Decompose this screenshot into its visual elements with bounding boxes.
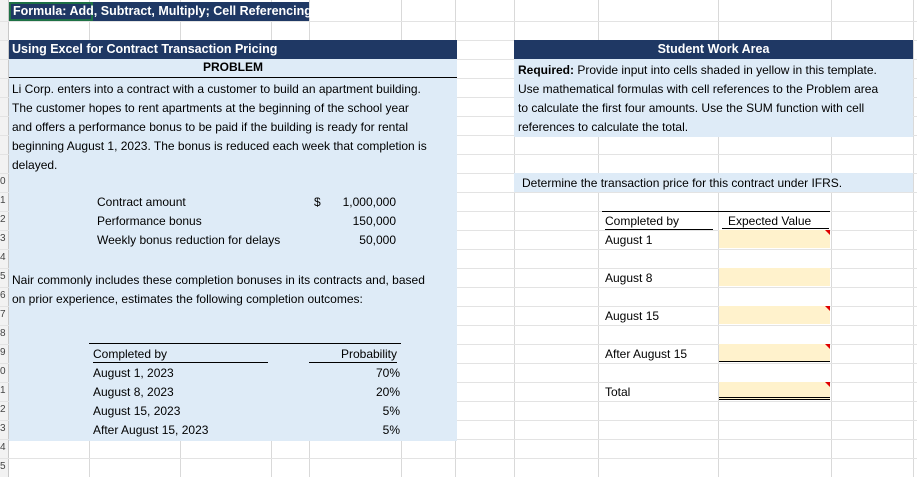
expected-value-input-aug8[interactable] bbox=[719, 268, 830, 286]
contract-amount-value: 1,000,000 bbox=[342, 195, 396, 209]
work-row-label: August 15 bbox=[605, 309, 660, 323]
comment-indicator-icon[interactable] bbox=[825, 344, 830, 349]
comment-indicator-icon[interactable] bbox=[825, 306, 830, 311]
required-text-line: to calculate the first four amounts. Use the SUM function with cell bbox=[518, 101, 865, 115]
outcome-probability: 5% bbox=[382, 423, 400, 437]
expected-value-input-aug1[interactable] bbox=[719, 230, 830, 248]
row-number: 7 bbox=[0, 310, 6, 320]
weekly-reduction-value: 50,000 bbox=[359, 233, 396, 247]
problem-text-line: Li Corp. enters into a contract with a customer to build an apartment building. bbox=[12, 82, 421, 96]
outcomes-table-top-rule bbox=[89, 343, 401, 344]
outcome-probability: 20% bbox=[375, 385, 400, 399]
row-number: 5 bbox=[0, 462, 6, 472]
outcome-date: After August 15, 2023 bbox=[93, 423, 209, 437]
row-number: 2 bbox=[0, 405, 6, 415]
weekly-reduction-label: Weekly bonus reduction for delays bbox=[97, 233, 281, 247]
row-number: 3 bbox=[0, 234, 6, 244]
work-row-label: August 8 bbox=[605, 271, 653, 285]
nair-text-line: on prior experience, estimates the following completion outcomes: bbox=[12, 292, 363, 306]
required-text bbox=[518, 61, 878, 137]
row-number: 5 bbox=[0, 272, 6, 282]
performance-bonus-value: 150,000 bbox=[352, 214, 396, 228]
row-number: 6 bbox=[0, 291, 6, 301]
row-number: 0 bbox=[0, 367, 6, 377]
outcomes-col1-header: Completed by bbox=[93, 347, 268, 363]
nair-text bbox=[12, 271, 425, 309]
total-label: Total bbox=[605, 385, 631, 399]
outcomes-col2-header: Probability bbox=[309, 347, 397, 363]
problem-label: PROBLEM bbox=[9, 60, 457, 78]
row-number: 4 bbox=[0, 253, 6, 263]
row-number: 3 bbox=[0, 424, 6, 434]
required-text-line: Provide input into cells shaded in yellow in this template. bbox=[574, 63, 877, 77]
row-number: 1 bbox=[0, 386, 6, 396]
row-number: 2 bbox=[0, 215, 6, 225]
expected-value-input-aug15[interactable] bbox=[719, 306, 830, 324]
problem-text bbox=[12, 80, 427, 175]
outcome-date: August 1, 2023 bbox=[93, 366, 174, 380]
currency-symbol: $ bbox=[314, 195, 321, 209]
work-row-label: After August 15 bbox=[605, 347, 688, 361]
required-text-line: Use mathematical formulas with cell references to the Problem area bbox=[518, 82, 879, 96]
work-col1-header: Completed by bbox=[605, 214, 713, 230]
left-header: Using Excel for Contract Transaction Pricing bbox=[12, 42, 278, 56]
right-header: Student Work Area bbox=[657, 42, 770, 56]
comment-indicator-icon[interactable] bbox=[825, 382, 830, 387]
sheet-title: Formula: Add, Subtract, Multiply; Cell Referencing bbox=[13, 4, 312, 18]
comment-indicator-icon[interactable] bbox=[825, 230, 830, 235]
determine-text: Determine the transaction price for this contract under IFRS. bbox=[522, 176, 843, 190]
outcome-probability: 70% bbox=[375, 366, 400, 380]
row-number: 1 bbox=[0, 196, 6, 206]
problem-text-line: delayed. bbox=[12, 158, 58, 172]
outcome-date: August 15, 2023 bbox=[93, 404, 181, 418]
outcome-date: August 8, 2023 bbox=[93, 385, 174, 399]
contract-amount-label: Contract amount bbox=[97, 195, 186, 209]
total-input[interactable] bbox=[719, 382, 830, 400]
expected-value-input-after-aug15[interactable] bbox=[719, 344, 830, 362]
outcome-probability: 5% bbox=[382, 404, 400, 418]
row-number: 0 bbox=[0, 177, 6, 187]
work-col2-header: Expected Value bbox=[722, 214, 829, 229]
nair-text-line: Nair commonly includes these completion bonuses in its contracts and, based bbox=[12, 273, 425, 287]
performance-bonus-label: Performance bonus bbox=[97, 214, 202, 228]
row-number: 8 bbox=[0, 329, 6, 339]
required-text-line: references to calculate the total. bbox=[518, 120, 689, 134]
problem-text-line: The customer hopes to rent apartments at the beginning of the school year bbox=[12, 101, 409, 115]
required-label: Required: bbox=[518, 63, 575, 77]
work-table-top-rule bbox=[602, 211, 830, 212]
row-number: 4 bbox=[0, 443, 6, 453]
row-number: 9 bbox=[0, 348, 6, 358]
work-row-label: August 1 bbox=[605, 233, 653, 247]
problem-text-line: and offers a performance bonus to be paid if the building is ready for rental bbox=[12, 120, 409, 134]
problem-text-line: beginning August 1, 2023. The bonus is reduced each week that completion is bbox=[12, 139, 427, 153]
